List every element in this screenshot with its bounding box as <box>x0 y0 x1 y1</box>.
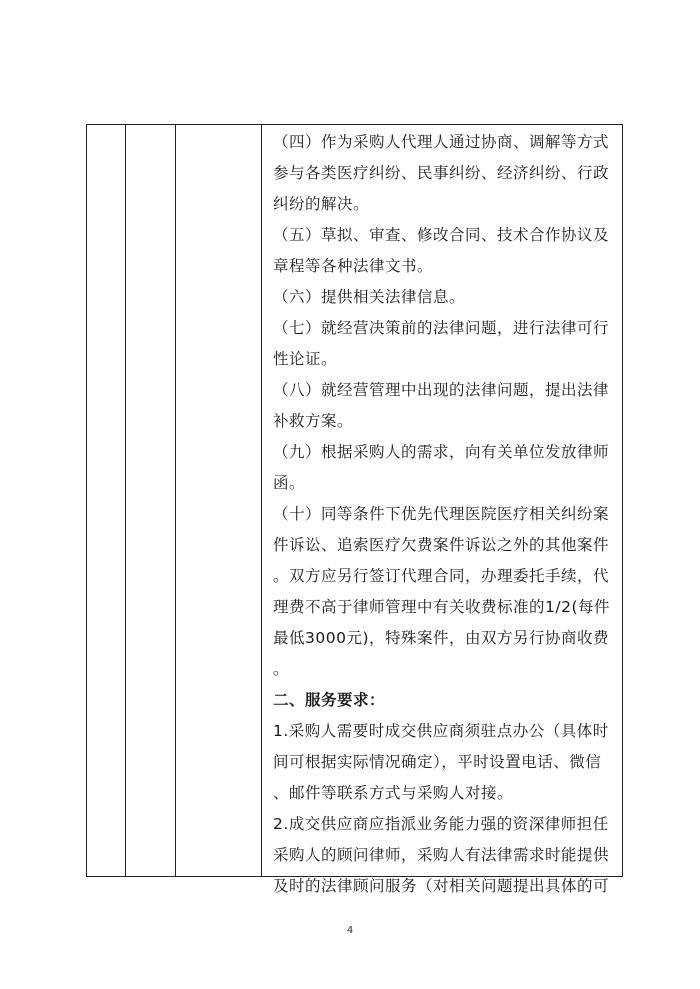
text-line: （六）提供相关法律信息。 <box>273 288 466 306</box>
text-line: 件诉讼、追索医疗欠费案件诉讼之外的其他案件 <box>273 536 610 554</box>
text-line: 理费不高于律师管理中有关收费标准的1/2(每件 <box>273 598 610 616</box>
table-content-cell <box>273 125 616 902</box>
table-column-divider <box>125 125 126 876</box>
text-line: （九）根据采购人的需求，向有关单位发放律师 <box>273 443 610 461</box>
text-line: 最低3000元)，特殊案件，由双方另行协商收费 <box>273 629 609 647</box>
text-line: 及时的法律顾问服务（对相关问题提出具体的可 <box>273 877 610 895</box>
text-line: （七）就经营决策前的法律问题，进行法律可行 <box>273 319 610 337</box>
text-line: 函。 <box>273 474 306 492</box>
text-line: 2.成交供应商应指派业务能力强的资深律师担任 <box>273 815 609 833</box>
text-line: 参与各类医疗纠纷、民事纠纷、经济纠纷、行政 <box>273 164 610 182</box>
text-line: 间可根据实际情况确定），平时设置电话、微信 <box>273 753 602 771</box>
page-number: 4 <box>346 925 354 936</box>
text-line: （五）草拟、审查、修改合同、技术合作协议及 <box>273 226 610 244</box>
text-line: 性论证。 <box>273 350 338 368</box>
table-column-divider <box>261 125 262 876</box>
text-line: （八）就经营管理中出现的法律问题，提出法律 <box>273 381 610 399</box>
text-line: 1.采购人需要时成交供应商须驻点办公（具体时 <box>273 722 609 740</box>
text-line: 章程等各种法律文书。 <box>273 257 434 275</box>
text-line: 补救方案。 <box>273 412 354 430</box>
text-line: 采购人的顾问律师，采购人有法律需求时能提供 <box>273 846 610 864</box>
section-heading: 二、服务要求： <box>273 691 386 709</box>
text-line: 。 <box>273 660 290 678</box>
text-line: 。双方应另行签订代理合同，办理委托手续，代 <box>273 567 610 585</box>
document-table <box>86 124 623 895</box>
text-line: （四）作为采购人代理人通过协商、调解等方式 <box>273 133 610 151</box>
text-line: 纠纷的解决。 <box>273 195 370 213</box>
text-line: 、邮件等联系方式与采购人对接。 <box>273 784 514 802</box>
table-column-divider <box>175 125 176 876</box>
text-line: （十）同等条件下优先代理医院医疗相关纠纷案 <box>273 505 610 523</box>
